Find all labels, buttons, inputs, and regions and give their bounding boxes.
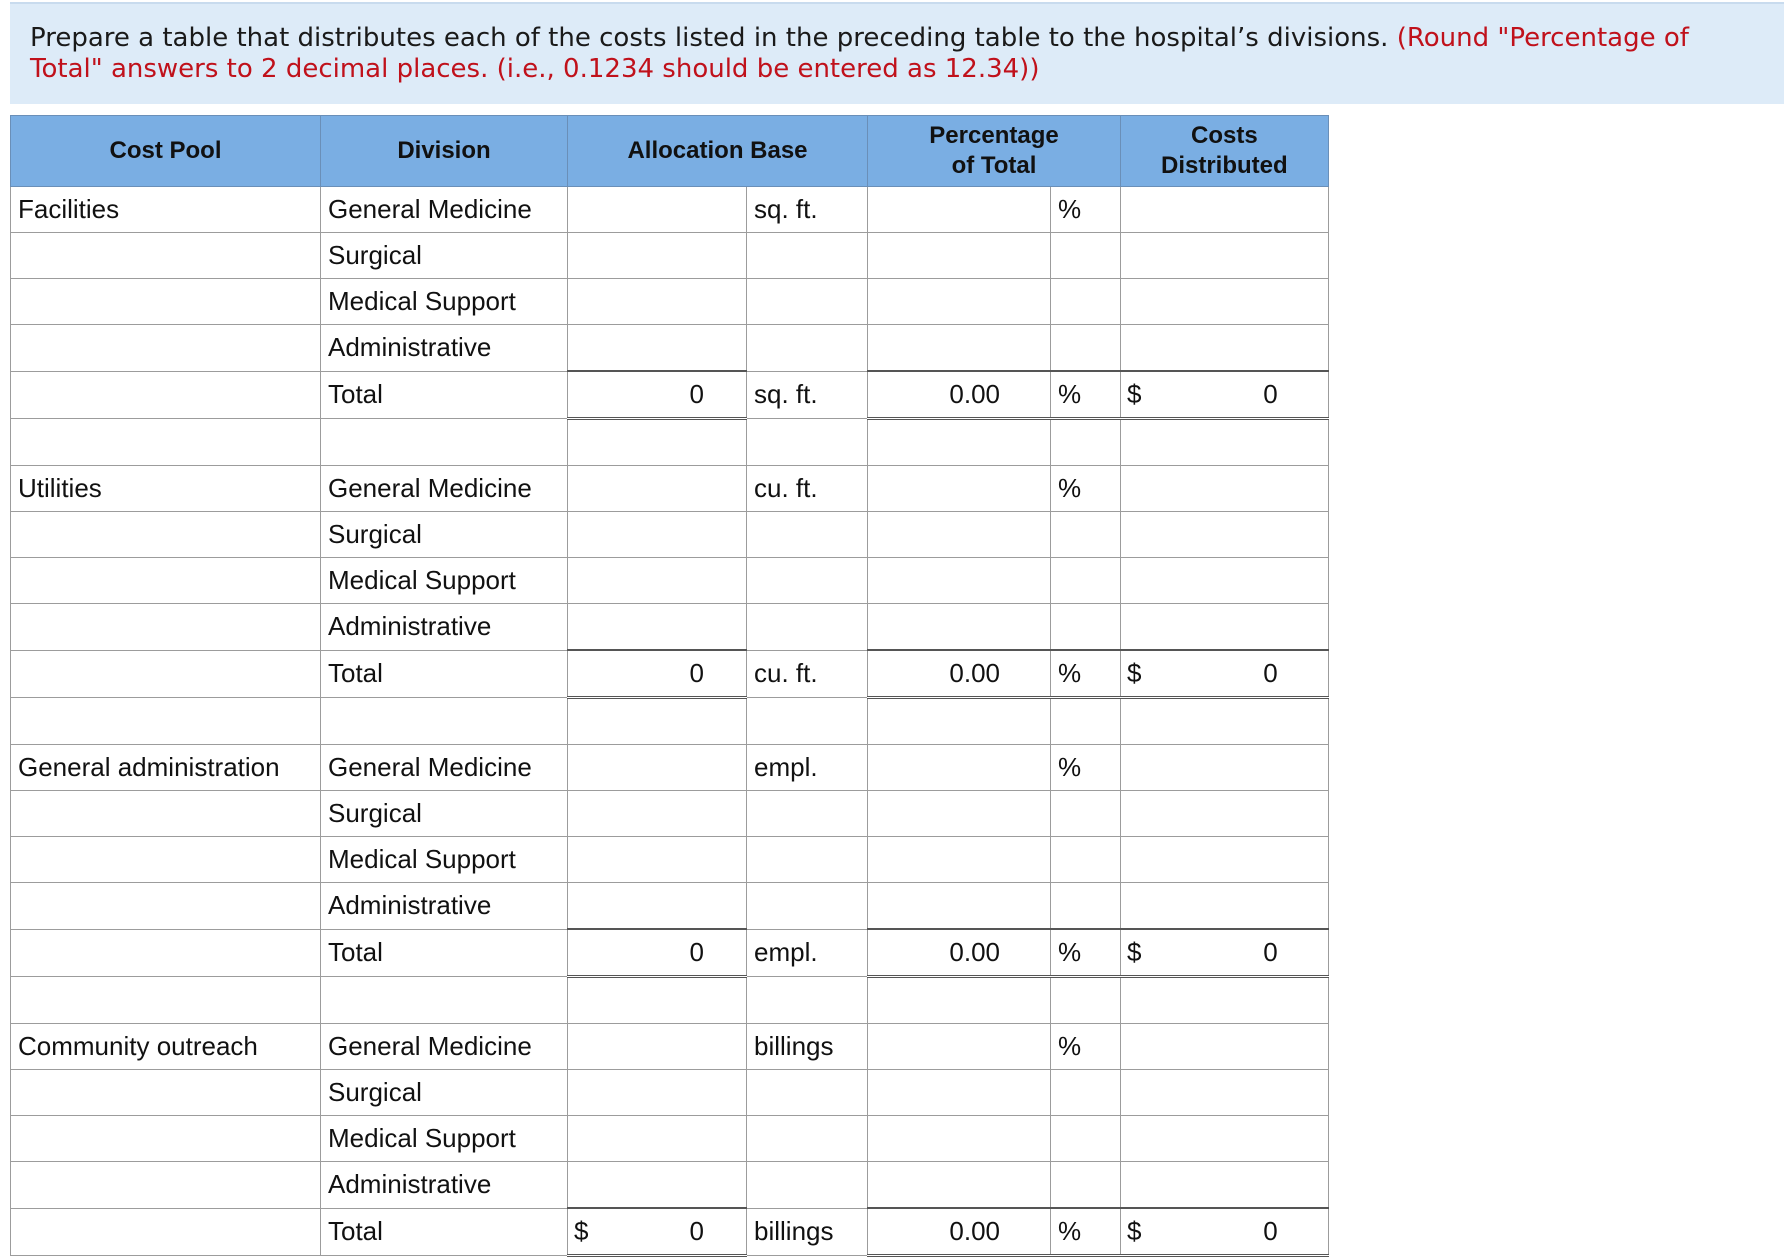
- costs-distributed-input[interactable]: [1121, 883, 1329, 930]
- allocation-unit: [747, 1162, 868, 1209]
- table-row: [11, 233, 1329, 279]
- dollar-sign: $: [1127, 657, 1142, 688]
- percentage-input[interactable]: [868, 1116, 1051, 1162]
- costs-distributed-input[interactable]: [1121, 1070, 1329, 1116]
- costs-distributed-input[interactable]: [1121, 466, 1329, 512]
- cost-pool-cell: Utilities: [11, 466, 321, 512]
- empty-cell: [321, 977, 568, 1024]
- empty-cell: [1121, 698, 1329, 745]
- cost-pool-cell: [11, 604, 321, 651]
- empty-cell: [1121, 977, 1329, 1024]
- table-row: [11, 512, 1329, 558]
- division-label: Surgical: [321, 233, 568, 279]
- dollar-sign: $: [1127, 936, 1142, 967]
- prompt-text: Prepare a table that distributes each of the costs listed in the preceding table to the hospital’s divisions.: [30, 23, 1397, 53]
- allocation-unit: billings: [747, 1024, 868, 1070]
- cost-pool-cell: [11, 558, 321, 604]
- empty-cell: [1051, 419, 1121, 466]
- spacer-row: [11, 698, 1329, 745]
- cost-pool-cell: General administration: [11, 745, 321, 791]
- empty-cell: [747, 698, 868, 745]
- division-label: General Medicine: [321, 1024, 568, 1070]
- total-costs-value: 0: [1263, 657, 1278, 688]
- allocation-base-input[interactable]: [568, 1024, 747, 1070]
- table-row: [11, 1024, 1329, 1070]
- allocation-unit: [747, 558, 868, 604]
- cost-pool-cell: [11, 1070, 321, 1116]
- total-row: [11, 650, 1329, 698]
- percent-symbol: %: [1051, 187, 1121, 233]
- cost-pool-cell: [11, 929, 321, 977]
- allocation-base-input[interactable]: [568, 512, 747, 558]
- total-row: [11, 1208, 1329, 1256]
- allocation-unit: [747, 279, 868, 325]
- percentage-input[interactable]: [868, 604, 1051, 651]
- empty-cell: [747, 977, 868, 1024]
- spacer-row: [11, 419, 1329, 466]
- costs-distributed-input[interactable]: [1121, 837, 1329, 883]
- allocation-base-input[interactable]: [568, 1116, 747, 1162]
- costs-distributed-input[interactable]: [1121, 1116, 1329, 1162]
- cost-pool-cell: [11, 279, 321, 325]
- allocation-unit: empl.: [747, 929, 868, 977]
- table-row: [11, 558, 1329, 604]
- division-label: General Medicine: [321, 187, 568, 233]
- allocation-unit: [747, 325, 868, 372]
- cost-pool-cell: Community outreach: [11, 1024, 321, 1070]
- cost-pool-cell: [11, 1116, 321, 1162]
- header-allocation-base: Allocation Base: [568, 116, 868, 187]
- allocation-unit: billings: [747, 1208, 868, 1256]
- costs-distributed-input[interactable]: [1121, 558, 1329, 604]
- allocation-unit: [747, 512, 868, 558]
- allocation-base-input[interactable]: [568, 1162, 747, 1209]
- empty-cell: [568, 977, 747, 1024]
- percent-symbol: [1051, 512, 1121, 558]
- percentage-input[interactable]: [868, 745, 1051, 791]
- total-row: [11, 929, 1329, 977]
- total-base-value: 0: [689, 657, 704, 688]
- percentage-input[interactable]: [868, 187, 1051, 233]
- costs-distributed-input[interactable]: [1121, 187, 1329, 233]
- cost-pool-cell: [11, 883, 321, 930]
- allocation-base-input[interactable]: [568, 233, 747, 279]
- cost-pool-cell: [11, 791, 321, 837]
- cost-distribution-table: [10, 115, 1329, 1257]
- division-label: Surgical: [321, 1070, 568, 1116]
- division-label: Administrative: [321, 325, 568, 372]
- percent-symbol: [1051, 1070, 1121, 1116]
- header-division: Division: [321, 116, 568, 187]
- total-label: Total: [321, 929, 568, 977]
- empty-cell: [11, 698, 321, 745]
- total-base-value: 0: [689, 1215, 704, 1246]
- division-label: Administrative: [321, 883, 568, 930]
- percent-symbol: %: [1051, 929, 1121, 977]
- allocation-unit: sq. ft.: [747, 371, 868, 419]
- empty-cell: [747, 419, 868, 466]
- allocation-base-input[interactable]: [568, 1070, 747, 1116]
- total-base-value: 0: [689, 378, 704, 409]
- table-row: [11, 325, 1329, 372]
- costs-distributed-input[interactable]: [1121, 279, 1329, 325]
- percent-symbol: %: [1051, 650, 1121, 698]
- division-label: Medical Support: [321, 558, 568, 604]
- empty-cell: [1051, 698, 1121, 745]
- empty-cell: [868, 419, 1051, 466]
- spacer-row: [11, 977, 1329, 1024]
- allocation-unit: empl.: [747, 745, 868, 791]
- allocation-unit: cu. ft.: [747, 466, 868, 512]
- dollar-sign: $: [1127, 1215, 1142, 1246]
- empty-cell: [11, 419, 321, 466]
- header-costs-distributed: Costs Distributed: [1121, 116, 1329, 187]
- table-row: [11, 1162, 1329, 1209]
- table-row: [11, 791, 1329, 837]
- total-costs-value: 0: [1263, 1215, 1278, 1246]
- percentage-input[interactable]: [868, 466, 1051, 512]
- empty-cell: [568, 419, 747, 466]
- cost-pool-cell: [11, 650, 321, 698]
- percent-symbol: [1051, 233, 1121, 279]
- percent-symbol: [1051, 279, 1121, 325]
- percent-symbol: %: [1051, 745, 1121, 791]
- empty-cell: [1051, 977, 1121, 1024]
- allocation-base-input[interactable]: [568, 883, 747, 930]
- allocation-unit: [747, 883, 868, 930]
- total-base-value: 0: [689, 936, 704, 967]
- allocation-unit: [747, 837, 868, 883]
- table-row: [11, 604, 1329, 651]
- costs-distributed-input[interactable]: [1121, 604, 1329, 651]
- total-allocation-base: [568, 929, 747, 977]
- total-percentage: 0.00: [868, 1208, 1051, 1256]
- table-row: [11, 745, 1329, 791]
- empty-cell: [1121, 419, 1329, 466]
- cost-pool-cell: [11, 512, 321, 558]
- table-row: [11, 883, 1329, 930]
- cost-pool-cell: Facilities: [11, 187, 321, 233]
- header-cost-pool: Cost Pool: [11, 116, 321, 187]
- allocation-unit: [747, 791, 868, 837]
- division-label: General Medicine: [321, 745, 568, 791]
- percent-symbol: %: [1051, 1208, 1121, 1256]
- empty-cell: [11, 977, 321, 1024]
- total-label: Total: [321, 1208, 568, 1256]
- total-allocation-base: [568, 371, 747, 419]
- allocation-unit: [747, 233, 868, 279]
- percent-symbol: [1051, 1116, 1121, 1162]
- percentage-input[interactable]: [868, 512, 1051, 558]
- empty-cell: [568, 698, 747, 745]
- table-row: [11, 466, 1329, 512]
- allocation-base-input[interactable]: [568, 279, 747, 325]
- prompt-rounding-note: (Round "Percentage of Total" answers to 2 decimal places. (i.e., 0.1234 should be entered as 12.34)): [30, 23, 1689, 84]
- cost-pool-cell: [11, 371, 321, 419]
- total-percentage: 0.00: [868, 371, 1051, 419]
- percentage-input[interactable]: [868, 1162, 1051, 1209]
- table-row: [11, 1070, 1329, 1116]
- percentage-input[interactable]: [868, 233, 1051, 279]
- percent-symbol: [1051, 604, 1121, 651]
- allocation-unit: [747, 1070, 868, 1116]
- percent-symbol: [1051, 1162, 1121, 1209]
- percent-symbol: %: [1051, 1024, 1121, 1070]
- table-row: [11, 837, 1329, 883]
- cost-pool-cell: [11, 1162, 321, 1209]
- percentage-input[interactable]: [868, 325, 1051, 372]
- allocation-base-input[interactable]: [568, 745, 747, 791]
- dollar-sign: $: [1127, 378, 1142, 409]
- percentage-input[interactable]: [868, 558, 1051, 604]
- cost-pool-cell: [11, 1208, 321, 1256]
- total-label: Total: [321, 650, 568, 698]
- total-percentage: 0.00: [868, 650, 1051, 698]
- total-allocation-base: [568, 1208, 747, 1256]
- division-label: General Medicine: [321, 466, 568, 512]
- cost-pool-cell: [11, 837, 321, 883]
- percent-symbol: [1051, 791, 1121, 837]
- allocation-unit: cu. ft.: [747, 650, 868, 698]
- table-row: [11, 1116, 1329, 1162]
- allocation-base-input[interactable]: [568, 466, 747, 512]
- allocation-base-input[interactable]: [568, 187, 747, 233]
- table-row: [11, 187, 1329, 233]
- total-costs-distributed: [1121, 1208, 1329, 1256]
- cost-pool-cell: [11, 233, 321, 279]
- table-row: [11, 279, 1329, 325]
- costs-distributed-input[interactable]: [1121, 745, 1329, 791]
- total-costs-distributed: [1121, 371, 1329, 419]
- total-percentage: 0.00: [868, 929, 1051, 977]
- costs-distributed-input[interactable]: [1121, 791, 1329, 837]
- percent-symbol: %: [1051, 371, 1121, 419]
- total-allocation-base: [568, 650, 747, 698]
- empty-cell: [868, 698, 1051, 745]
- total-costs-value: 0: [1263, 936, 1278, 967]
- percent-symbol: [1051, 837, 1121, 883]
- allocation-base-input[interactable]: [568, 837, 747, 883]
- division-label: Medical Support: [321, 279, 568, 325]
- percent-symbol: [1051, 558, 1121, 604]
- total-row: [11, 371, 1329, 419]
- costs-distributed-input[interactable]: [1121, 1024, 1329, 1070]
- costs-distributed-input[interactable]: [1121, 1162, 1329, 1209]
- percent-symbol: %: [1051, 466, 1121, 512]
- percent-symbol: [1051, 325, 1121, 372]
- allocation-base-input[interactable]: [568, 791, 747, 837]
- dollar-sign: $: [574, 1215, 589, 1246]
- percent-symbol: [1051, 883, 1121, 930]
- division-label: Surgical: [321, 791, 568, 837]
- allocation-unit: sq. ft.: [747, 187, 868, 233]
- allocation-base-input[interactable]: [568, 558, 747, 604]
- costs-distributed-input[interactable]: [1121, 325, 1329, 372]
- allocation-unit: [747, 1116, 868, 1162]
- total-costs-distributed: [1121, 929, 1329, 977]
- allocation-base-input[interactable]: [568, 325, 747, 372]
- cost-pool-cell: [11, 325, 321, 372]
- costs-distributed-input[interactable]: [1121, 512, 1329, 558]
- percentage-input[interactable]: [868, 883, 1051, 930]
- division-label: Administrative: [321, 604, 568, 651]
- percentage-input[interactable]: [868, 1070, 1051, 1116]
- percentage-input[interactable]: [868, 1024, 1051, 1070]
- question-prompt: [10, 2, 1784, 104]
- percentage-input[interactable]: [868, 791, 1051, 837]
- header-percentage-of-total: Percentage of Total: [868, 116, 1121, 187]
- empty-cell: [321, 698, 568, 745]
- costs-distributed-input[interactable]: [1121, 233, 1329, 279]
- division-label: Administrative: [321, 1162, 568, 1209]
- division-label: Surgical: [321, 512, 568, 558]
- percentage-input[interactable]: [868, 279, 1051, 325]
- total-costs-value: 0: [1263, 378, 1278, 409]
- total-costs-distributed: [1121, 650, 1329, 698]
- total-label: Total: [321, 371, 568, 419]
- allocation-unit: [747, 604, 868, 651]
- division-label: Medical Support: [321, 1116, 568, 1162]
- allocation-base-input[interactable]: [568, 604, 747, 651]
- empty-cell: [868, 977, 1051, 1024]
- empty-cell: [321, 419, 568, 466]
- division-label: Medical Support: [321, 837, 568, 883]
- header-row: [11, 116, 1329, 187]
- percentage-input[interactable]: [868, 837, 1051, 883]
